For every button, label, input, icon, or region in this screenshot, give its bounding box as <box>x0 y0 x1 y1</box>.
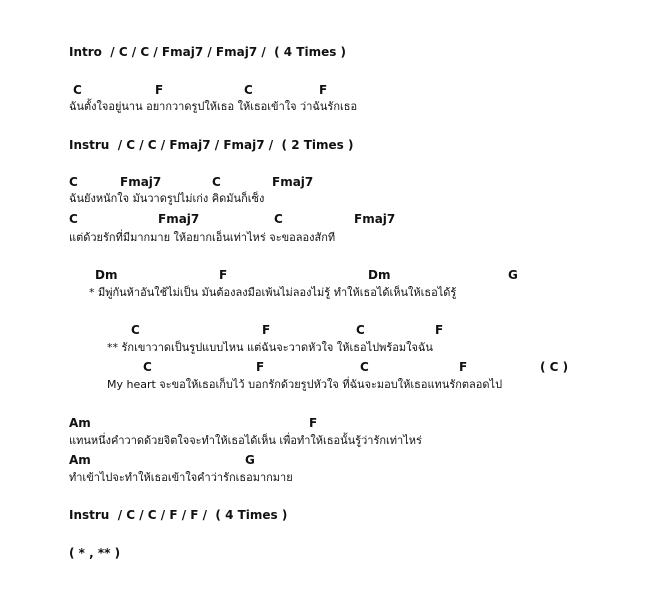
lyric-line: ** รักเขาวาดเป็นรูปแบบไหน แต่ฉันจะวาดหัวใจ ให้เธอไปพร้อมใจฉัน <box>107 341 433 354</box>
chord: C <box>73 83 82 97</box>
chord: C <box>131 323 140 337</box>
instru-line: Instru / C / C / F / F / ( 4 Times ) <box>69 508 288 522</box>
chord: F <box>459 360 468 374</box>
chord: C <box>212 175 221 189</box>
chord: C <box>360 360 369 374</box>
chord: C <box>274 212 283 226</box>
intro-line: Intro / C / C / Fmaj7 / Fmaj7 / ( 4 Times ) <box>69 45 347 59</box>
chord: Am <box>69 416 91 430</box>
chord: F <box>262 323 271 337</box>
chord: Dm <box>368 268 391 282</box>
chord: Fmaj7 <box>158 212 200 226</box>
chord: F <box>435 323 444 337</box>
chord: G <box>508 268 518 282</box>
lyric-line: ฉันตั้งใจอยู่นาน อยากวาดรูปให้เธอ ให้เธอเข้าใจ ว่าฉันรักเธอ <box>69 100 358 113</box>
chord: C <box>143 360 152 374</box>
chord: F <box>256 360 265 374</box>
lyric-line: ทำเข้าไปจะทำให้เธอเข้าใจคำว่ารักเธอมากมาย <box>69 471 293 484</box>
chord: Fmaj7 <box>120 175 162 189</box>
chord: C <box>356 323 365 337</box>
chord: Dm <box>95 268 118 282</box>
lyric-line: My heart จะขอให้เธอเก็บไว้ บอกรักด้วยรูปหัวใจ ที่ฉันจะมอบให้เธอแทนรักตลอดไป <box>107 378 503 391</box>
chord: Fmaj7 <box>354 212 396 226</box>
lyric-line: * มีพู่กันห้าอันใช้ไม่เป็น มันต้องลงมือเพ้นไม่ลองไม่รู้ ทำให้เธอได้เห็นให้เธอได้รู้ <box>89 286 457 299</box>
chord: Am <box>69 453 91 467</box>
instru-line: Instru / C / C / Fmaj7 / Fmaj7 / ( 2 Times ) <box>69 138 354 152</box>
lyric-line: แต่ด้วยรักที่มีมากมาย ให้อยากเอ็นเท่าไหร่ จะขอลองสักที <box>69 231 336 244</box>
lyric-line: ฉันยังหนักใจ มันวาดรูปไม่เก่ง คิดมันก็เซ็ง <box>69 192 265 205</box>
lyric-line: แทนหนึ่งคำวาดด้วยจิตใจจะทำให้เธอได้เห็น เพื่อทำให้เธอนั้นรู้ว่ารักเท่าไหร่ <box>69 434 422 447</box>
chord: F <box>155 83 164 97</box>
chord: F <box>309 416 318 430</box>
outro-line: ( * , ** ) <box>69 546 121 560</box>
chord: Fmaj7 <box>272 175 314 189</box>
chord: F <box>319 83 328 97</box>
chord: ( C ) <box>540 360 569 374</box>
chord: C <box>244 83 253 97</box>
chord: G <box>245 453 255 467</box>
chord: C <box>69 212 78 226</box>
chord: C <box>69 175 78 189</box>
chord: F <box>219 268 228 282</box>
